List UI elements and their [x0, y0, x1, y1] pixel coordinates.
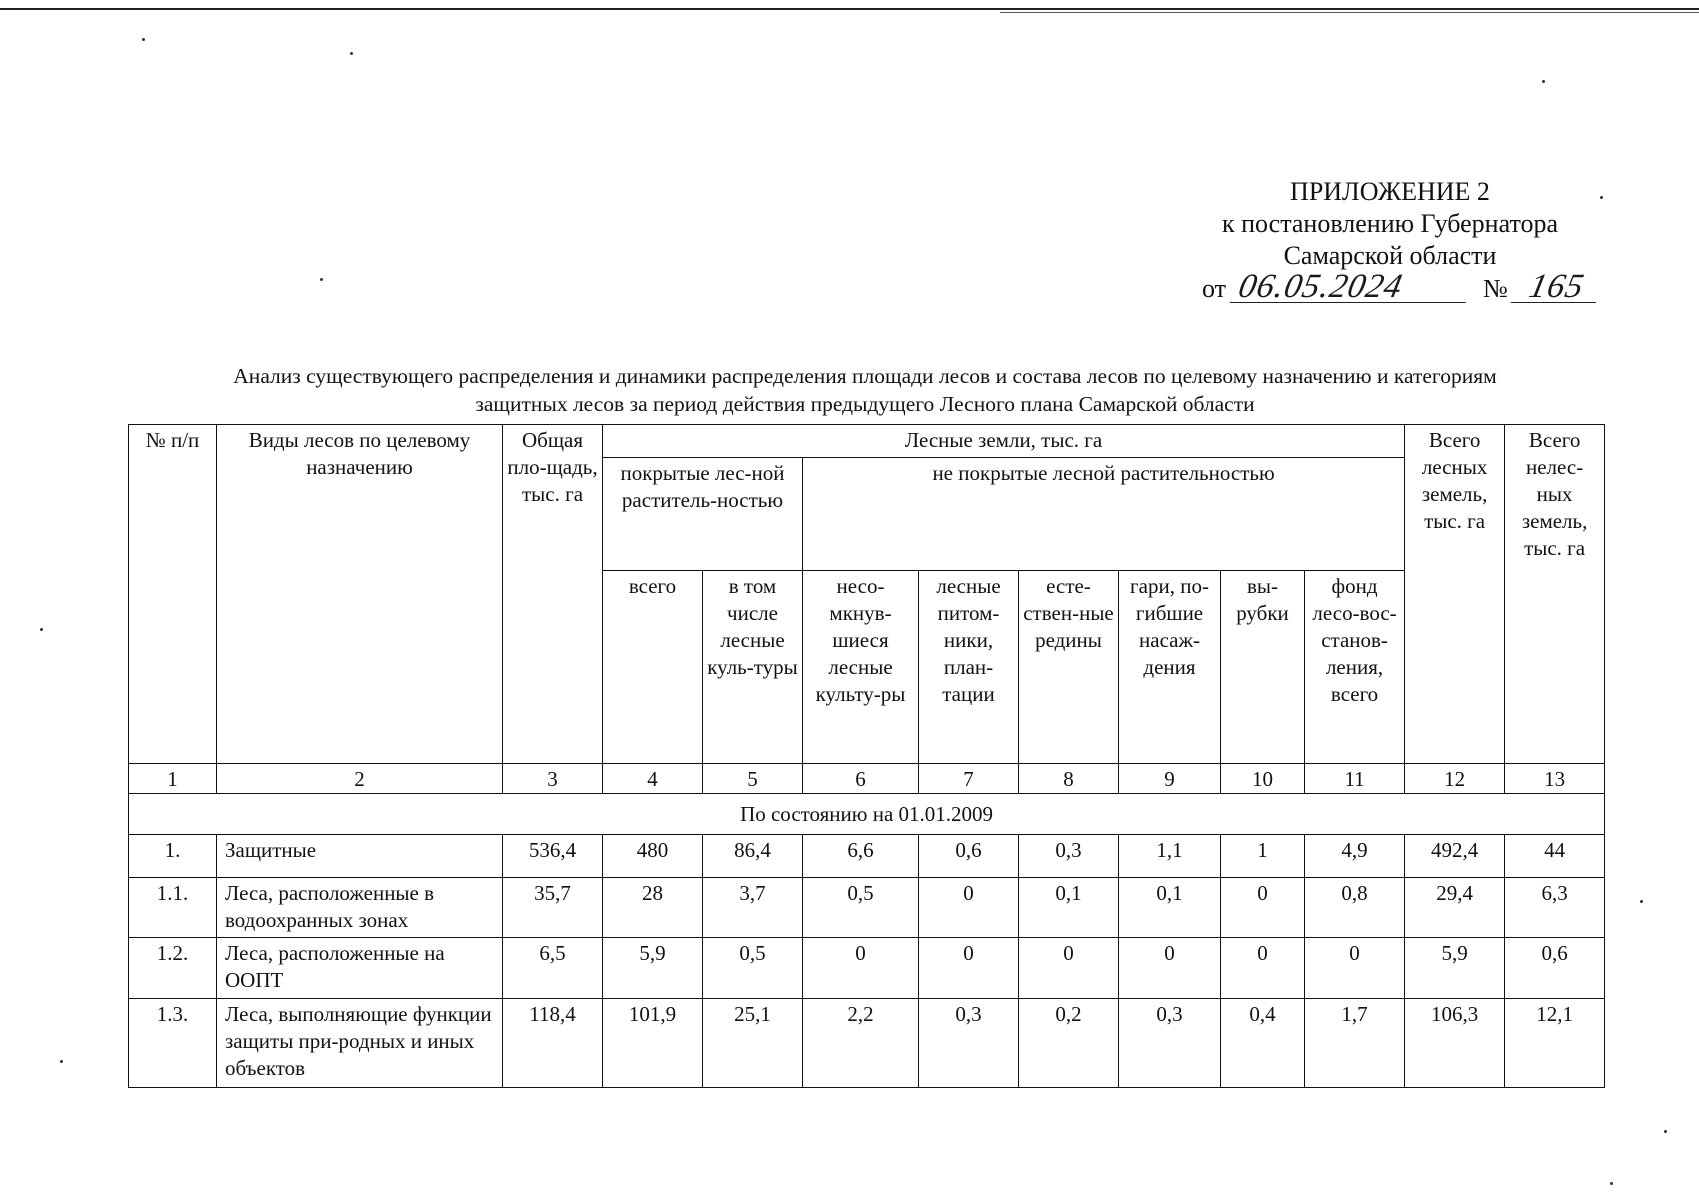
scan-speck: [1542, 80, 1545, 83]
row-value: 480: [603, 835, 703, 877]
scan-speck: [142, 38, 145, 41]
row-value: 0,5: [803, 877, 919, 938]
scan-speck: [1610, 1182, 1613, 1185]
row-forest-type: Леса, выполняющие функции защиты при-родных и иных объектов: [217, 999, 503, 1088]
row-value: 28: [603, 877, 703, 938]
title-line-2: защитных лесов за период действия предыдущего Лесного плана Самарской области: [475, 392, 1255, 416]
column-number: 11: [1305, 764, 1405, 794]
header-c9: гари, по-гибшие насаж-дения: [1119, 571, 1221, 764]
row-value: 0,2: [1019, 999, 1119, 1088]
header-col-total-area: Общая пло-щадь, тыс. га: [503, 425, 603, 764]
row-value: 0,3: [1119, 999, 1221, 1088]
row-value: 101,9: [603, 999, 703, 1088]
column-number: 6: [803, 764, 919, 794]
number-prefix: №: [1483, 274, 1508, 303]
appendix-header: [1180, 176, 1600, 272]
row-value: 5,9: [1405, 938, 1505, 999]
header-col-total-nonforest-lands: Всего нелес-ных земель, тыс. га: [1505, 425, 1605, 764]
row-value: 118,4: [503, 999, 603, 1088]
date-prefix: от: [1202, 274, 1227, 303]
row-number: 1.3.: [129, 999, 217, 1088]
row-value: 0: [1221, 938, 1305, 999]
column-number-row: [129, 764, 1605, 794]
handwritten-date: 06.05.2024: [1229, 272, 1472, 303]
column-number: 3: [503, 764, 603, 794]
appendix-line-2: к постановлению Губернатора: [1221, 209, 1559, 238]
scan-speck: [320, 278, 323, 281]
row-value: 0,1: [1019, 877, 1119, 938]
scan-speck: [60, 1060, 63, 1063]
header-covered: покрытые лес-ной раститель-ностью: [603, 457, 803, 570]
row-value: 1,1: [1119, 835, 1221, 877]
header-c5: в том числе лесные куль-туры: [703, 571, 803, 764]
row-value: 0,3: [1019, 835, 1119, 877]
row-value: 0: [1119, 938, 1221, 999]
row-value: 0: [919, 938, 1019, 999]
scan-speck: [1664, 1130, 1667, 1133]
column-number: 5: [703, 764, 803, 794]
header-forest-lands: Лесные земли, тыс. га: [603, 425, 1405, 458]
column-number: 7: [919, 764, 1019, 794]
scan-speck: [1640, 900, 1643, 903]
header-c7: лесные питом-ники, план-тации: [919, 571, 1019, 764]
table-row: [129, 938, 1605, 999]
row-value: 0,3: [919, 999, 1019, 1088]
row-value: 0: [1221, 877, 1305, 938]
row-value: 0: [919, 877, 1019, 938]
row-value: 3,7: [703, 877, 803, 938]
row-value: 6,3: [1505, 877, 1605, 938]
table-row: [129, 877, 1605, 938]
header-col-forest-type: Виды лесов по целевому назначению: [217, 425, 503, 764]
top-border-line-thin: [1000, 12, 1699, 13]
header-c10: вы-рубки: [1221, 571, 1305, 764]
column-number: 2: [217, 764, 503, 794]
column-number: 13: [1505, 764, 1605, 794]
scan-speck: [1600, 196, 1603, 199]
row-value: 6,6: [803, 835, 919, 877]
header-not-covered: не покрытые лесной растительностью: [803, 457, 1405, 570]
row-forest-type: Защитные: [217, 835, 503, 877]
column-number: 10: [1221, 764, 1305, 794]
header-c4: всего: [603, 571, 703, 764]
row-value: 106,3: [1405, 999, 1505, 1088]
row-number: 1.2.: [129, 938, 217, 999]
document-title: [130, 362, 1600, 418]
table-row: [129, 999, 1605, 1088]
header-col-number: № п/п: [129, 425, 217, 764]
column-number: 8: [1019, 764, 1119, 794]
header-row-1: [129, 425, 1605, 458]
section-label: По состоянию на 01.01.2009: [129, 794, 1605, 835]
row-value: 0,4: [1221, 999, 1305, 1088]
column-number: 12: [1405, 764, 1505, 794]
row-number: 1.1.: [129, 877, 217, 938]
row-value: 492,4: [1405, 835, 1505, 877]
appendix-line-3: Самарской области: [1283, 241, 1497, 270]
row-value: 5,9: [603, 938, 703, 999]
row-value: 0,5: [703, 938, 803, 999]
row-value: 1,7: [1305, 999, 1405, 1088]
row-value: 0,6: [919, 835, 1019, 877]
row-value: 0,1: [1119, 877, 1221, 938]
scan-speck: [40, 628, 43, 631]
row-value: 0,6: [1505, 938, 1605, 999]
table-row: [129, 835, 1605, 877]
row-value: 44: [1505, 835, 1605, 877]
row-value: 1: [1221, 835, 1305, 877]
section-row: [129, 794, 1605, 835]
column-number: 4: [603, 764, 703, 794]
row-value: 536,4: [503, 835, 603, 877]
decree-date-number: [1202, 268, 1599, 305]
column-number: 1: [129, 764, 217, 794]
row-value: 0,8: [1305, 877, 1405, 938]
row-value: 25,1: [703, 999, 803, 1088]
row-value: 6,5: [503, 938, 603, 999]
row-forest-type: Леса, расположенные на ООПТ: [217, 938, 503, 999]
header-c8: есте-ствен-ные редины: [1019, 571, 1119, 764]
row-value: 0: [1019, 938, 1119, 999]
row-number: 1.: [129, 835, 217, 877]
row-value: 29,4: [1405, 877, 1505, 938]
forest-distribution-table: [128, 424, 1605, 1088]
top-border-line: [0, 8, 1699, 10]
column-number: 9: [1119, 764, 1221, 794]
title-line-1: Анализ существующего распределения и динамики распределения площади лесов и состава лесов по целевому назначению и категориям: [233, 364, 1497, 388]
handwritten-number: 165: [1511, 272, 1603, 303]
row-forest-type: Леса, расположенные в водоохранных зонах: [217, 877, 503, 938]
row-value: 12,1: [1505, 999, 1605, 1088]
header-col-total-forest-lands: Всего лесных земель, тыс. га: [1405, 425, 1505, 764]
row-value: 4,9: [1305, 835, 1405, 877]
row-value: 86,4: [703, 835, 803, 877]
row-value: 0: [803, 938, 919, 999]
scan-speck: [350, 52, 353, 55]
header-c11: фонд лесо-вос-станов-ления, всего: [1305, 571, 1405, 764]
row-value: 0: [1305, 938, 1405, 999]
row-value: 2,2: [803, 999, 919, 1088]
appendix-line-1: ПРИЛОЖЕНИЕ 2: [1290, 177, 1490, 206]
header-c6: несо-мкнув-шиеся лесные культу-ры: [803, 571, 919, 764]
row-value: 35,7: [503, 877, 603, 938]
